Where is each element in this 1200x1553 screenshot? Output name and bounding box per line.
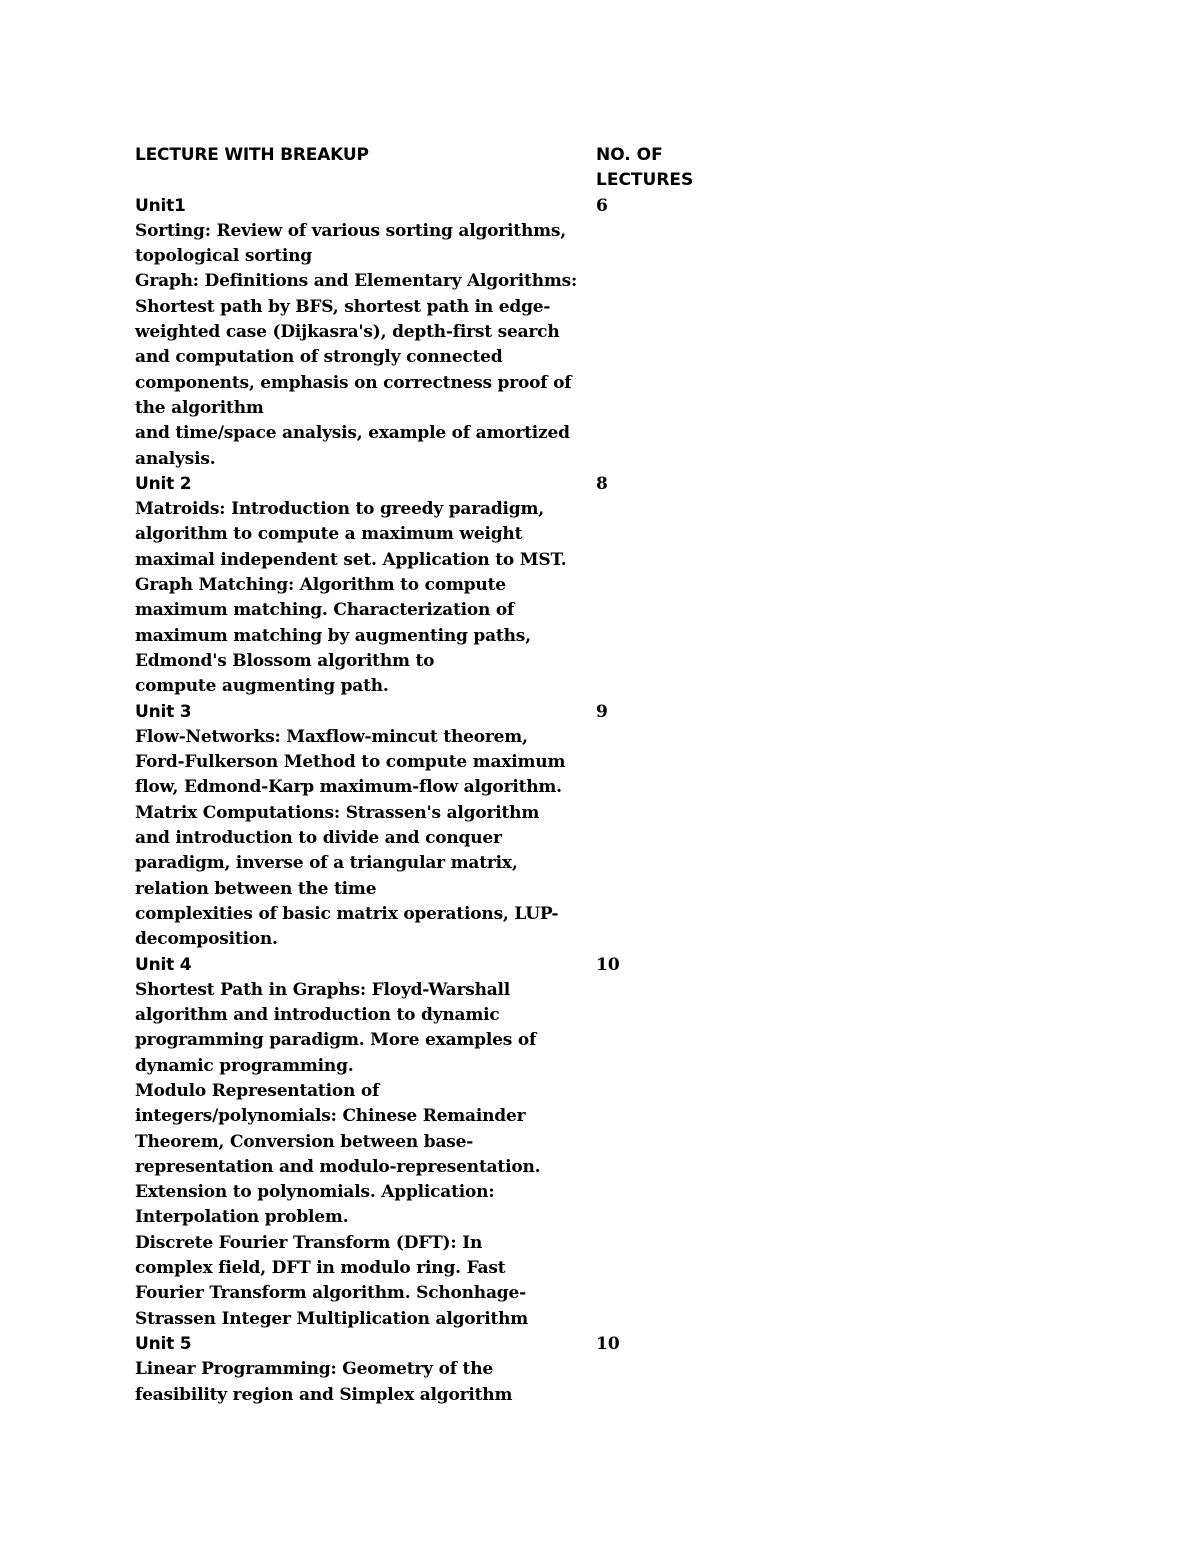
syllabus-line: compute augmenting path.	[135, 676, 389, 697]
syllabus-line: flow, Edmond-Karp maximum-flow algorithm.	[135, 777, 562, 798]
syllabus-lines	[135, 194, 585, 1408]
syllabus-line: and introduction to divide and conquer	[135, 828, 502, 849]
syllabus-line: the algorithm	[135, 397, 264, 418]
syllabus-line: Graph Matching: Algorithm to compute	[135, 575, 506, 596]
syllabus-line: Shortest Path in Graphs: Floyd-Warshall	[135, 979, 511, 1000]
syllabus-line: weighted case (Dijkasra's), depth-first search	[135, 322, 560, 343]
lecture-count: 10	[596, 1334, 620, 1355]
lecture-count: 8	[596, 473, 608, 494]
column-heading-no-of: NO. OF	[596, 145, 663, 165]
spacer-line	[135, 168, 585, 193]
syllabus-line: maximum matching. Characterization of	[135, 600, 515, 621]
syllabus-line: Modulo Representation of	[135, 1080, 380, 1101]
syllabus-line: Fourier Transform algorithm. Schonhage-	[135, 1283, 526, 1304]
syllabus-line: maximal independent set. Application to MST.	[135, 549, 567, 570]
column-heading-lecture-breakup: LECTURE WITH BREAKUP	[135, 145, 369, 165]
syllabus-line: maximum matching by augmenting paths,	[135, 625, 531, 646]
syllabus-line: Interpolation problem.	[135, 1207, 349, 1228]
lecture-count: 10	[596, 954, 620, 975]
syllabus-line: components, emphasis on correctness proof of	[135, 372, 572, 393]
syllabus-line: Graph: Definitions and Elementary Algorithms:	[135, 271, 578, 292]
syllabus-line: and time/space analysis, example of amortized	[135, 423, 570, 444]
syllabus-line: relation between the time	[135, 878, 377, 899]
syllabus-line: decomposition.	[135, 929, 278, 950]
syllabus-line: complex field, DFT in modulo ring. Fast	[135, 1258, 506, 1279]
syllabus-line: Strassen Integer Multiplication algorithm	[135, 1308, 529, 1329]
syllabus-line: topological sorting	[135, 246, 312, 267]
unit-title: Unit 5	[135, 1333, 192, 1354]
syllabus-line: Extension to polynomials. Application:	[135, 1182, 495, 1203]
column-heading-lectures: LECTURES	[596, 170, 694, 191]
syllabus-line: analysis.	[135, 448, 216, 469]
syllabus-line: and computation of strongly connected	[135, 347, 503, 368]
unit-title: Unit 3	[135, 701, 192, 722]
unit-title: Unit 2	[135, 473, 192, 494]
syllabus-line: paradigm, inverse of a triangular matrix,	[135, 853, 518, 874]
syllabus-line: complexities of basic matrix operations, LUP-	[135, 903, 559, 924]
syllabus-column	[135, 143, 585, 1408]
syllabus-line: Matrix Computations: Strassen's algorithm	[135, 802, 540, 823]
syllabus-line: Sorting: Review of various sorting algorithms,	[135, 220, 566, 241]
unit-title: Unit1	[135, 195, 186, 216]
syllabus-line: feasibility region and Simplex algorithm	[135, 1384, 513, 1405]
syllabus-line: representation and modulo-representation.	[135, 1156, 541, 1177]
syllabus-line: integers/polynomials: Chinese Remainder	[135, 1106, 526, 1127]
syllabus-line: Shortest path by BFS, shortest path in edge-	[135, 296, 551, 317]
syllabus-line: algorithm and introduction to dynamic	[135, 1005, 500, 1026]
syllabus-line: Edmond's Blossom algorithm to	[135, 650, 435, 671]
syllabus-line: Matroids: Introduction to greedy paradigm,	[135, 499, 544, 520]
lecture-count: 9	[596, 701, 608, 722]
syllabus-line: Theorem, Conversion between base-	[135, 1131, 474, 1152]
syllabus-line: Discrete Fourier Transform (DFT): In	[135, 1232, 483, 1253]
lecture-count: 6	[596, 195, 608, 216]
syllabus-line: dynamic programming.	[135, 1055, 354, 1076]
syllabus-line: Linear Programming: Geometry of the	[135, 1359, 493, 1380]
syllabus-line: algorithm to compute a maximum weight	[135, 524, 523, 545]
unit-title: Unit 4	[135, 954, 192, 975]
syllabus-line: programming paradigm. More examples of	[135, 1030, 537, 1051]
syllabus-line: Ford-Fulkerson Method to compute maximum	[135, 752, 566, 773]
syllabus-line: Flow-Networks: Maxflow-mincut theorem,	[135, 726, 528, 747]
